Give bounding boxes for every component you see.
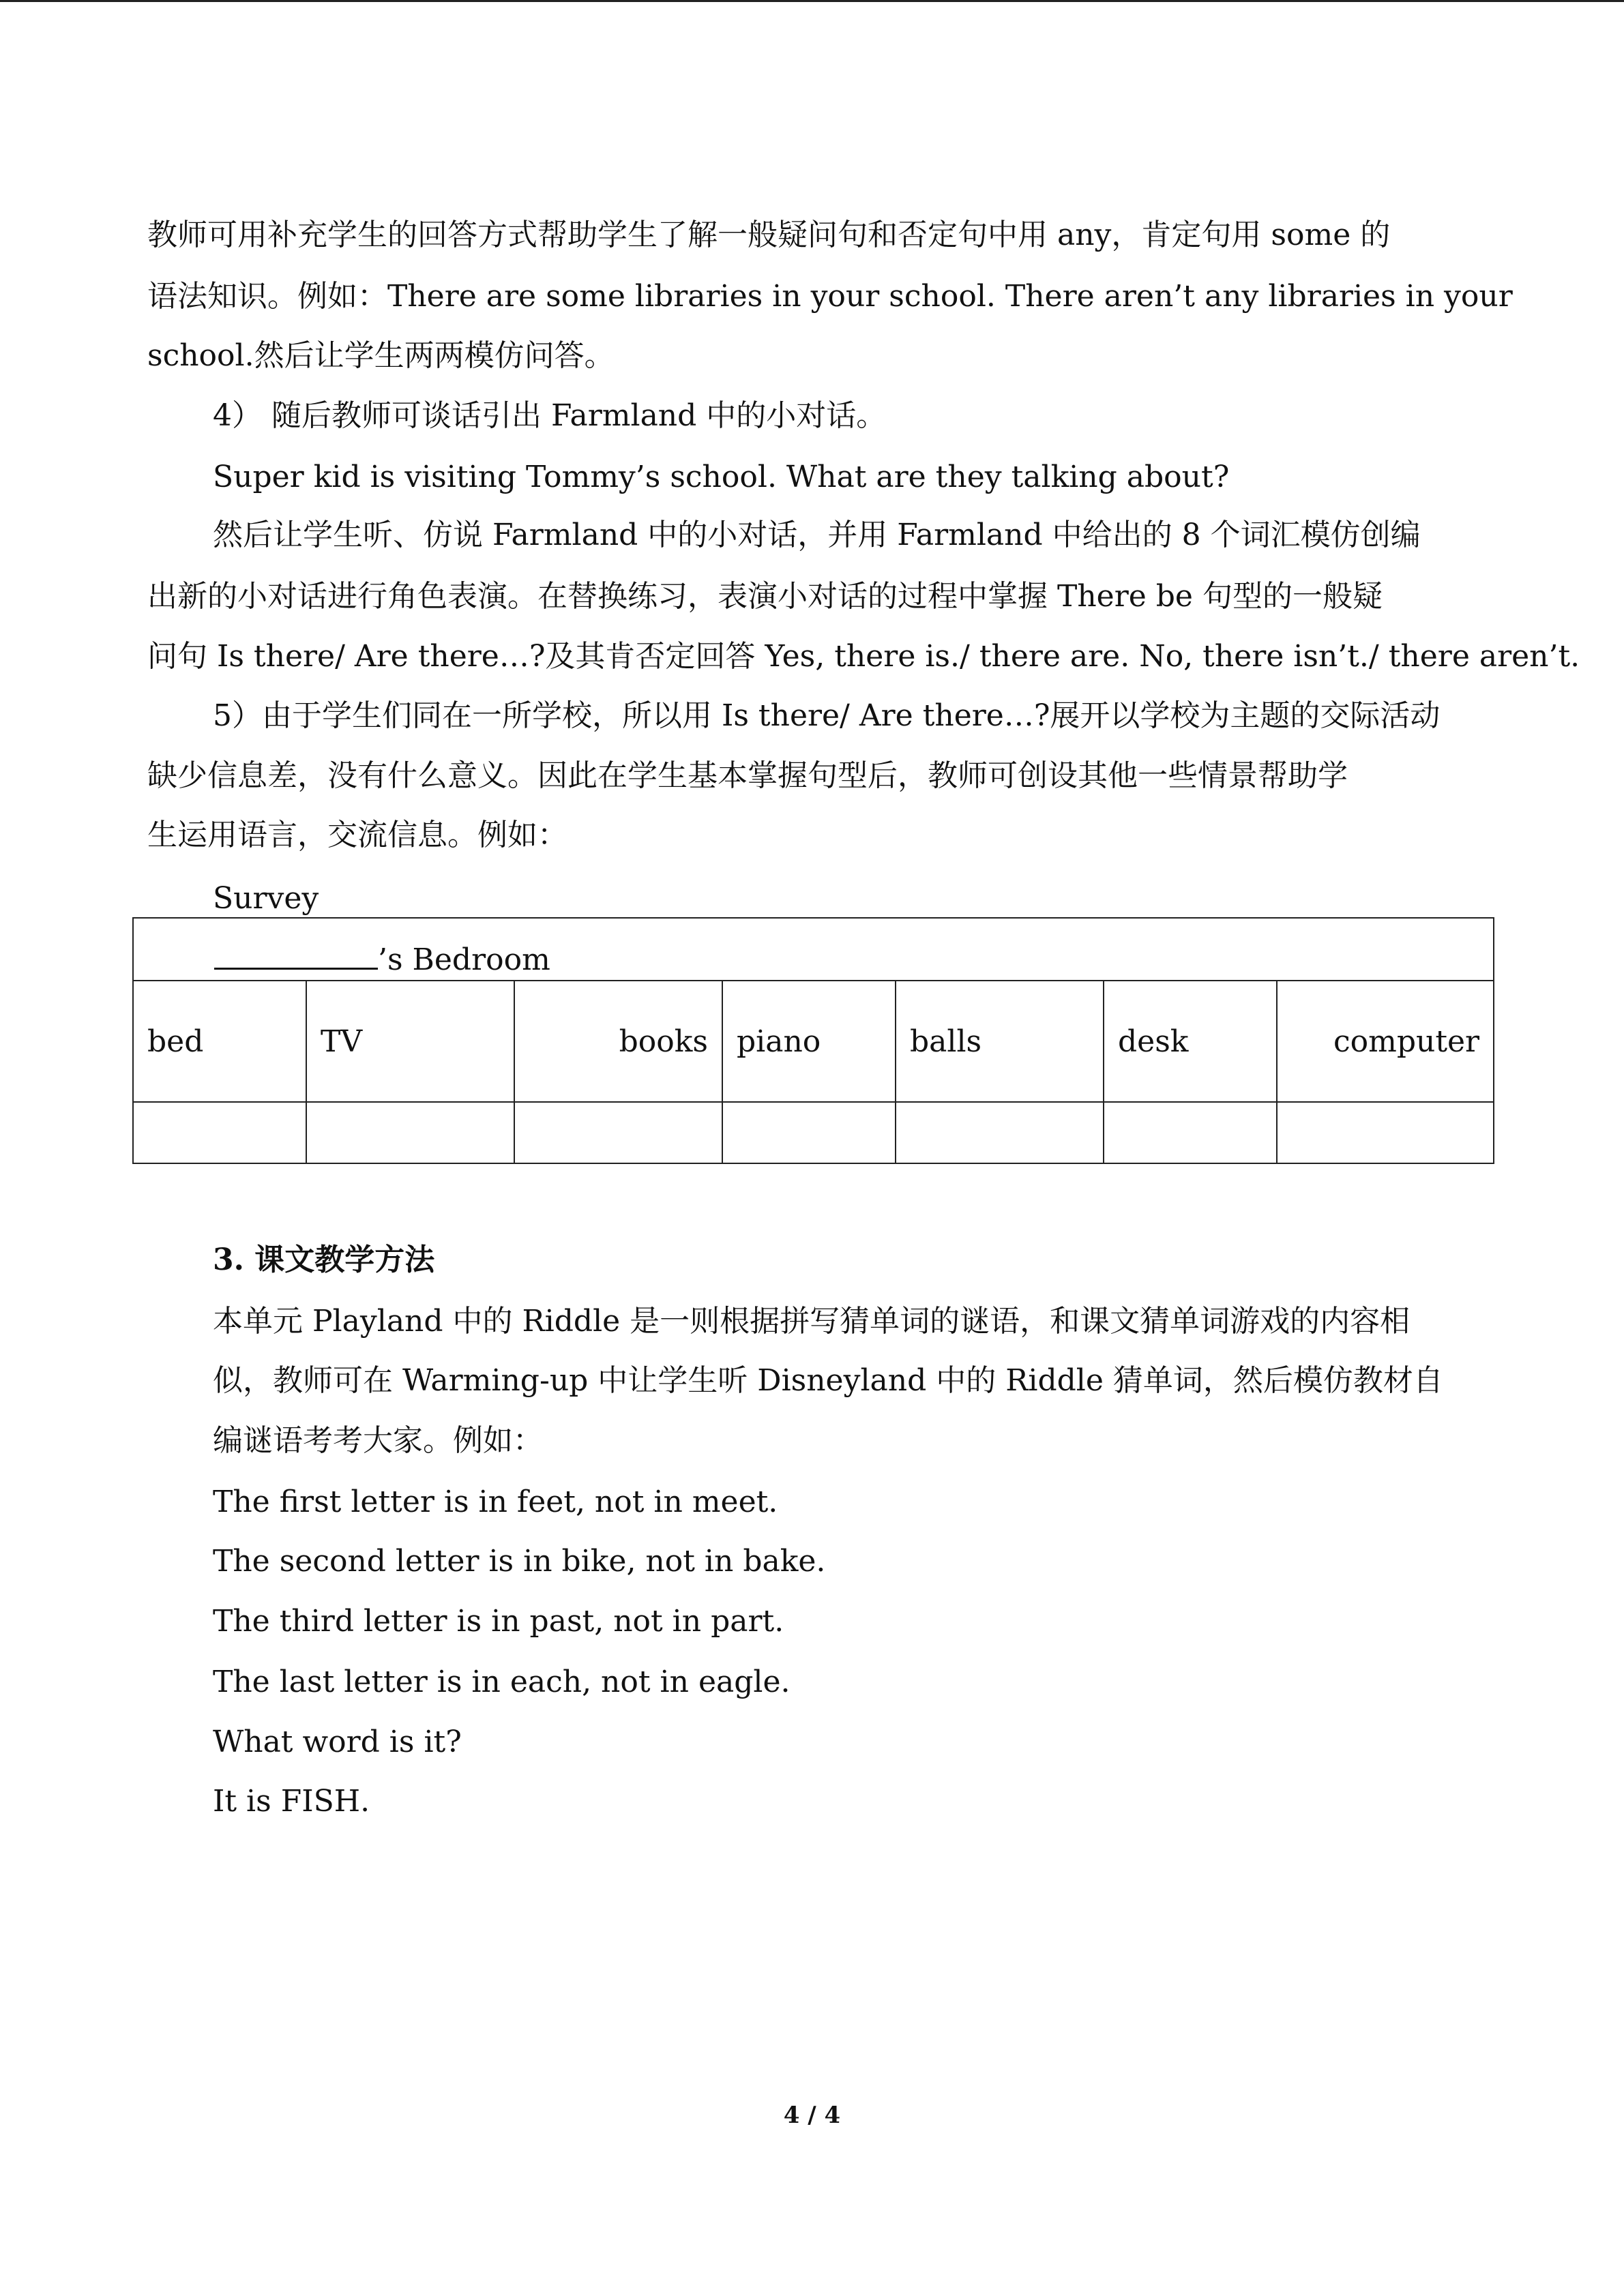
answer-cell[interactable]: [1277, 1102, 1494, 1163]
survey-label: Survey: [213, 881, 319, 916]
survey-header-row: [133, 981, 1494, 1102]
answer-cell[interactable]: [722, 1102, 896, 1163]
riddle-line-3: The third letter is in past, not in part.: [213, 1604, 784, 1639]
paragraph-line-6: 然后让学生听、仿说 Farmland 中的小对话，并用 Farmland 中给出的 8 个词汇模仿创编: [213, 518, 1421, 552]
paragraph-line-4: 4） 随后教师可谈话引出 Farmland 中的小对话。: [213, 398, 887, 433]
paragraph-line-10: 缺少信息差，没有什么意义。因此在学生基本掌握句型后，教师可创设其他一些情景帮助学: [147, 758, 1348, 793]
answer-cell[interactable]: [1104, 1102, 1277, 1163]
riddle-line-5: What word is it?: [213, 1725, 462, 1759]
column-header: bed: [133, 981, 306, 1102]
answer-cell[interactable]: [514, 1102, 722, 1163]
paragraph-line-7: 出新的小对话进行角色表演。在替换练习，表演小对话的过程中掌握 There be 句型的一般疑: [147, 579, 1383, 614]
answer-cell[interactable]: [133, 1102, 306, 1163]
page-number: 4 / 4: [783, 2102, 841, 2129]
riddle-line-2: The second letter is in bike, not in bake.: [213, 1544, 826, 1579]
paragraph-line-5: Super kid is visiting Tommy’s school. What are they talking about?: [213, 460, 1230, 494]
survey-title-cell: [133, 918, 1494, 981]
survey-title-suffix: ’s Bedroom: [378, 942, 550, 977]
paragraph-line-8: 问句 Is there/ Are there…?及其肯否定回答 Yes, there is./ there are. No, there isn’t./ there aren’t.: [147, 639, 1580, 674]
column-header: books: [514, 981, 722, 1102]
paragraph-line-9: 5）由于学生们同在一所学校，所以用 Is there/ Are there…?展开以学校为主题的交际活动: [213, 698, 1441, 733]
column-header: piano: [722, 981, 896, 1102]
survey-title-row: [133, 918, 1494, 981]
name-blank: [214, 940, 378, 970]
section-3-line-3: 编谜语考考大家。例如：: [213, 1423, 543, 1458]
riddle-line-6: It is FISH.: [213, 1784, 370, 1819]
column-header: TV: [306, 981, 514, 1102]
survey-table: [132, 917, 1494, 1164]
column-header: computer: [1277, 981, 1494, 1102]
section-3-heading: 3. 课文教学方法: [213, 1242, 435, 1277]
paragraph-line-2: 语法知识。例如：There are some libraries in your school. There aren’t any libraries in your: [147, 279, 1513, 314]
section-3-line-1: 本单元 Playland 中的 Riddle 是一则根据拼写猜单词的谜语，和课文猜单词游戏的内容相: [213, 1304, 1411, 1339]
riddle-line-4: The last letter is in each, not in eagle.: [213, 1665, 791, 1699]
answer-cell[interactable]: [896, 1102, 1104, 1163]
answer-cell[interactable]: [306, 1102, 514, 1163]
survey-answer-row: [133, 1102, 1494, 1163]
paragraph-line-3: school.然后让学生两两模仿问答。: [147, 338, 615, 373]
riddle-line-1: The first letter is in feet, not in meet.: [213, 1485, 778, 1519]
column-header: desk: [1104, 981, 1277, 1102]
section-3-line-2: 似，教师可在 Warming-up 中让学生听 Disneyland 中的 Riddle 猜单词，然后模仿教材自: [213, 1363, 1443, 1398]
paragraph-line-1: 教师可用补充学生的回答方式帮助学生了解一般疑问句和否定句中用 any，肯定句用 some 的: [147, 218, 1391, 252]
paragraph-line-11: 生运用语言，交流信息。例如：: [147, 818, 567, 852]
column-header: balls: [896, 981, 1104, 1102]
